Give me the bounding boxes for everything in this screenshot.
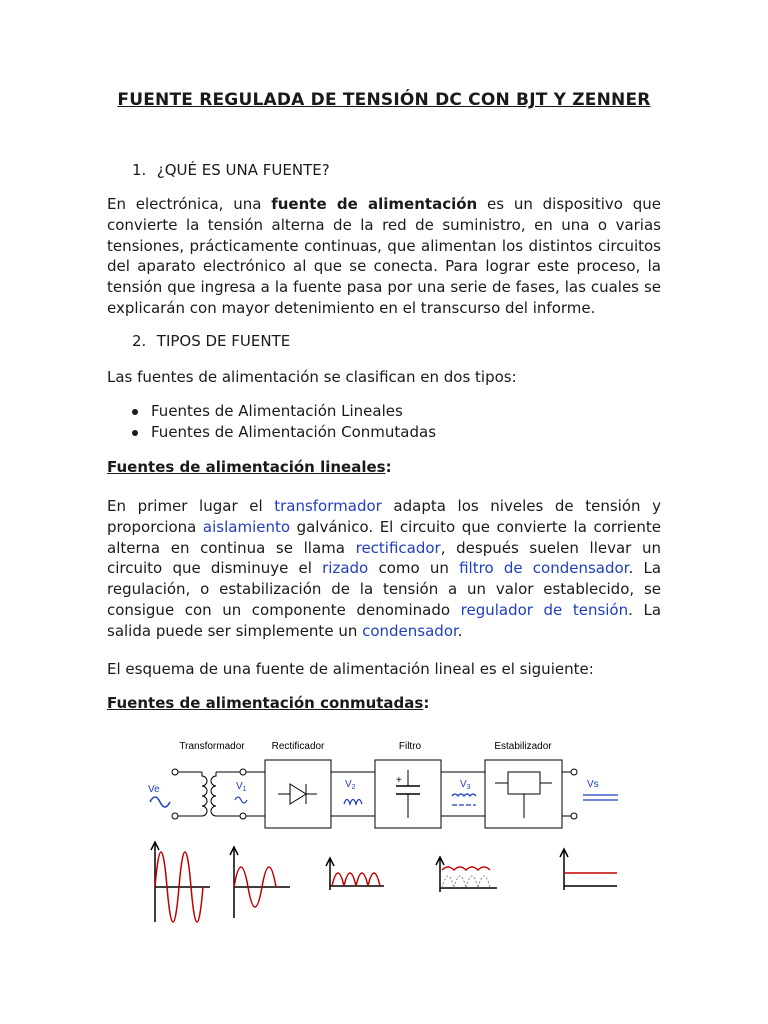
primary-coil (202, 772, 207, 816)
label-filtro: Filtro (398, 741, 422, 752)
power-supply-diagram (130, 730, 630, 930)
v2-rectified-icon (344, 800, 362, 805)
bold-term: fuente de alimentación (271, 195, 478, 213)
list-item: Fuentes de Alimentación Conmutadas (107, 422, 436, 443)
v1-wave-icon (235, 797, 247, 803)
input-terminal-bottom (172, 813, 178, 819)
list-item: Fuentes de Alimentación Lineales (107, 401, 436, 422)
section-2-number: 2. (132, 332, 147, 350)
link-condensador[interactable]: condensador (362, 621, 458, 640)
input-terminal-top (172, 769, 178, 775)
lineales-paragraph: En primer lugar el transformador adapta los niveles de tensión y proporciona aislamiento galvánico. El circuito que convierte la corriente alterna en continua se llama rectificador, después suelen llevar un circuito que disminuye el rizado como un filtro de condensador. La regulación, o estabilización de la tensión a un valor establecido, se consigue con un componente denominado regulador de tensión. La salida puede ser simplemente un condensador. (107, 497, 662, 640)
secondary-coil (211, 772, 216, 816)
link-filtro-de-condensador[interactable]: filtro de condensador (459, 559, 629, 578)
types-list (107, 401, 436, 443)
signal-v3: $V_3$ (460, 779, 471, 791)
waveform-v2 (326, 858, 384, 890)
ve-wave-icon (150, 797, 170, 807)
signal-v1: $V_1$ (236, 781, 247, 793)
link-rizado[interactable]: rizado (322, 559, 369, 578)
link-rectificador[interactable]: rectificador (355, 538, 441, 557)
output-terminal-bottom (571, 813, 577, 819)
section-2-intro: Las fuentes de alimentación se clasifican en dos tipos: (107, 368, 517, 386)
waveform-v3 (436, 857, 497, 892)
regulator-icon (508, 772, 540, 794)
section-1-heading (132, 161, 330, 179)
lineales-heading: Fuentes de alimentación lineales: (107, 458, 392, 476)
waveform-v1 (230, 847, 290, 918)
label-estabilizador: Estabilizador (494, 741, 552, 752)
conmutadas-heading: Fuentes de alimentación conmutadas: (107, 694, 430, 712)
signal-v2: $V_2$ (345, 779, 356, 791)
terminal (240, 813, 246, 819)
link-regulador-de-tension[interactable]: regulador de tensión (460, 600, 629, 619)
section-2-title: TIPOS DE FUENTE (156, 332, 291, 350)
section-1-number: 1. (132, 161, 147, 179)
v3-ripple-icon (452, 794, 476, 796)
section-1-title: ¿QUÉ ES UNA FUENTE? (156, 161, 330, 179)
waveform-input (151, 842, 210, 922)
esquema-sentence: El esquema de una fuente de alimentación lineal es el siguiente: (107, 660, 594, 678)
link-aislamiento[interactable]: aislamiento (202, 517, 291, 536)
waveform-vs (560, 849, 617, 890)
terminal (240, 769, 246, 775)
document-title: FUENTE REGULADA DE TENSIÓN DC CON BJT Y ZENNER (117, 90, 651, 110)
signal-vs: Vs (587, 779, 599, 790)
signal-ve: Ve (148, 784, 160, 795)
label-transformador: Transformador (179, 741, 245, 752)
output-terminal-top (571, 769, 577, 775)
section-1-paragraph: En electrónica, una fuente de alimentación es un dispositivo que convierte la tensión alterna de la red de suministro, en una o varias tensiones, prácticamente continuas, que alimentan los distintos circuitos del aparato electrónico al que se conecta. Para lograr este proceso, la tensión que ingresa a la fuente pasa por una serie de fases, las cuales se explicarán con mayor detenimiento en el transcurso del informe. (107, 195, 661, 317)
link-transformador[interactable]: transformador (274, 497, 382, 515)
plus-sign: + (396, 775, 402, 786)
label-rectificador: Rectificador (271, 741, 325, 752)
section-2-heading (132, 332, 290, 350)
